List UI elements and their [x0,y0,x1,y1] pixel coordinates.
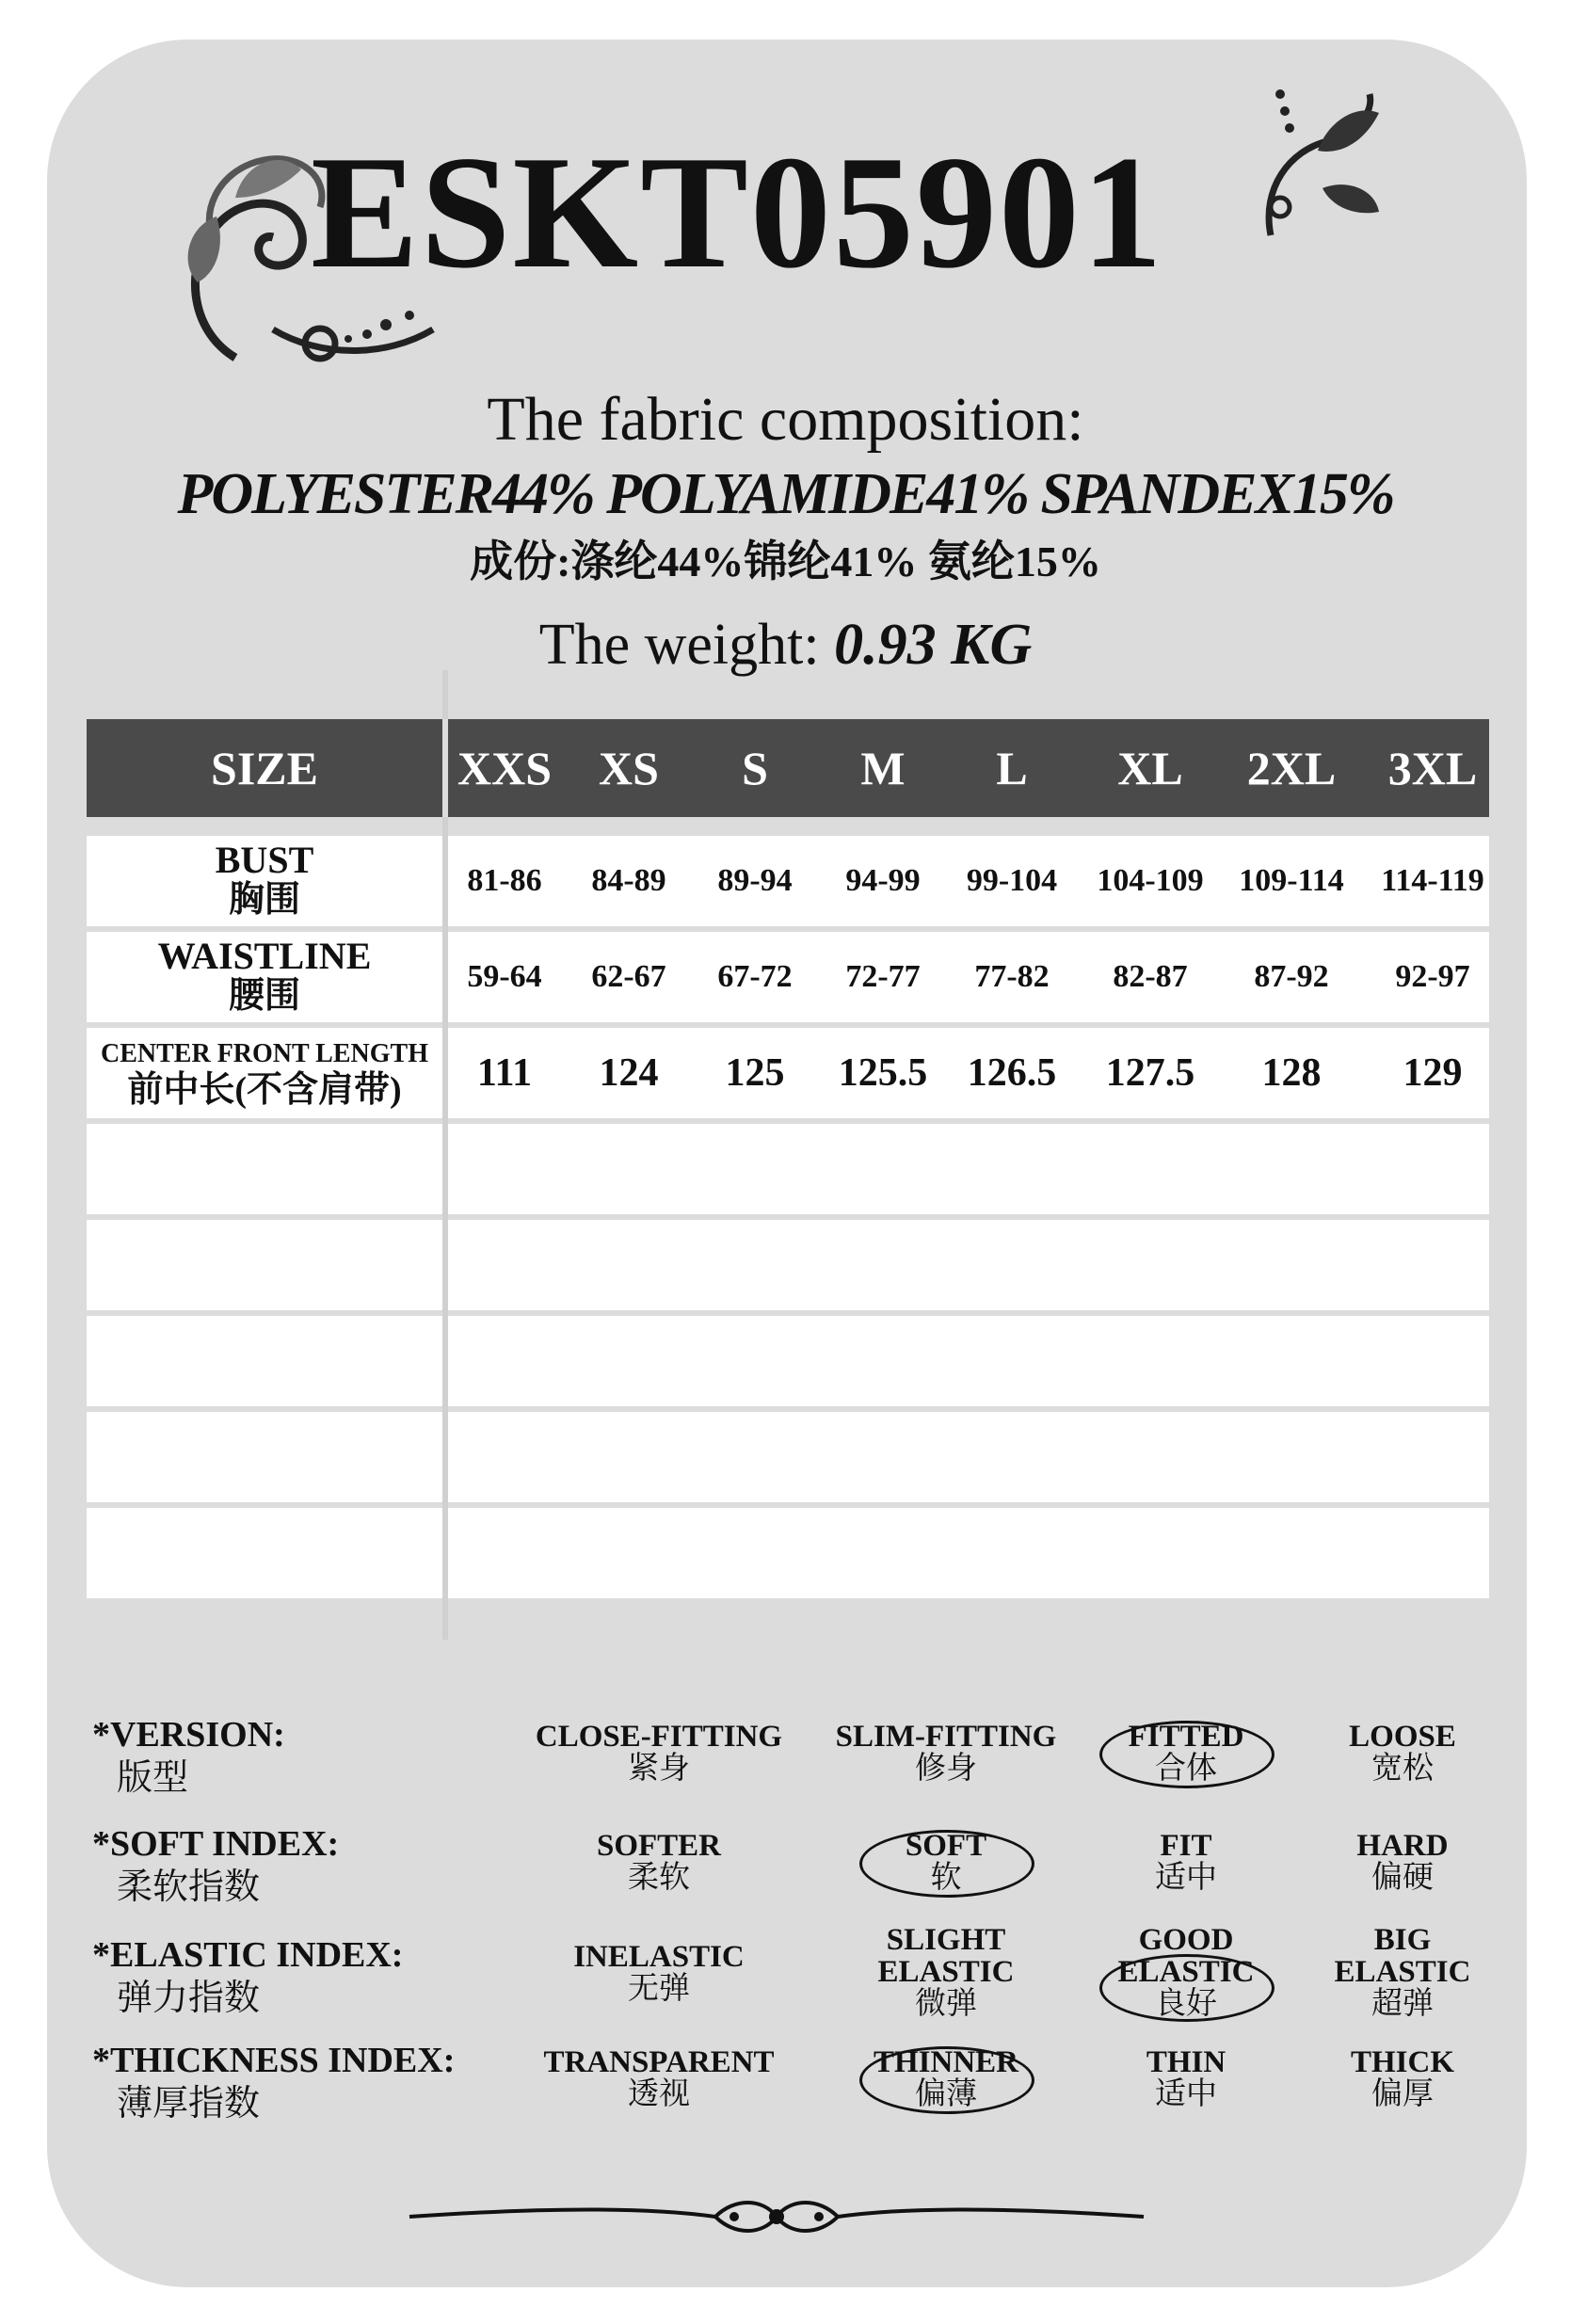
option-label-en: SLIM-FITTING [835,1720,1057,1754]
option-label-cn: 偏薄 [915,2077,977,2111]
selected-option-ring [859,2046,1034,2114]
index-label-cn: 柔软指数 [117,1867,261,1907]
index-label-cn: 薄厚指数 [117,2084,261,2124]
size-header-xs: XS [599,742,659,794]
option-label-cn: 超弹 [1371,1987,1434,2021]
option-label-en: HARD [1356,1829,1449,1863]
table-cell: 127.5 [1105,1051,1195,1095]
table-cell: 72-77 [845,959,921,994]
fabric-label: The fabric composition: [487,385,1084,454]
option-label-cn: 透视 [628,2077,690,2111]
table-cell: 104-109 [1097,863,1204,898]
table-cell: 128 [1261,1051,1322,1095]
selected-option-ring [1099,1721,1274,1788]
table-cell: 99-104 [966,863,1058,898]
table-cell: 92-97 [1395,959,1470,994]
index-label-cn: 版型 [117,1758,189,1798]
row-label-en: WAISTLINE [157,935,372,977]
option-label-cn: 修身 [915,1752,977,1786]
size-header-s: S [742,742,768,794]
index-label-en: *VERSION: [92,1715,285,1755]
table-cell: 109-114 [1239,863,1344,898]
fabric-composition-cn: 成份:涤纶44%锦纶41% 氨纶15% [470,537,1101,585]
table-cell: 89-94 [717,863,793,898]
option-label-cn: 良好 [1155,1987,1217,2021]
table-cell: 126.5 [967,1051,1057,1095]
empty-row-0-label-cell [87,1124,442,1214]
index-option [1261,2046,1544,2110]
weight-label: The weight: [538,613,820,677]
option-label-en: BIG ELASTIC [1334,1923,1471,1989]
option-label-en: FITTED [1128,1720,1244,1754]
index-label-en: *ELASTIC INDEX: [92,1935,404,1975]
option-label-en: TRANSPARENT [543,2045,775,2079]
empty-row-4-values-cell [448,1508,1489,1598]
option-label-en: CLOSE-FITTING [535,1720,783,1754]
option-label-cn: 柔软 [628,1861,690,1895]
table-cell: 94-99 [845,863,921,898]
empty-row-2-values-cell [448,1316,1489,1406]
option-label-cn: 软 [930,1861,962,1895]
empty-row-2-label-cell [87,1316,442,1406]
size-header-xl: XL [1117,742,1183,794]
row-label-en: CENTER FRONT LENGTH [101,1039,428,1068]
table-cell: 84-89 [591,863,666,898]
index-option [518,1941,800,2005]
empty-row-0-values-cell [448,1124,1489,1214]
index-option [518,1721,800,1785]
option-label-en: LOOSE [1349,1720,1456,1754]
index-option [1261,1830,1544,1894]
index-option [1261,1721,1544,1785]
selected-option-ring [1099,1954,1274,2022]
option-label-cn: 偏厚 [1371,2077,1434,2111]
empty-row-4-label-cell [87,1508,442,1598]
option-label-cn: 适中 [1155,2077,1217,2111]
table-cell: 114-119 [1381,863,1484,898]
index-label-en: *THICKNESS INDEX: [92,2041,456,2080]
right-flourish-icon [1252,85,1384,245]
size-header-cell: SIZE [211,742,318,794]
index-option [518,1830,800,1894]
option-label-cn: 适中 [1155,1861,1217,1895]
row-label-en: BUST [215,839,314,881]
option-label-cn: 无弹 [628,1972,690,2006]
index-label [92,2039,455,2125]
table-cell: 59-64 [467,959,542,994]
empty-row-3-values-cell [448,1412,1489,1502]
option-label-en: SOFT [905,1829,987,1863]
option-label-en: THICK [1350,2045,1455,2079]
table-cell: 87-92 [1254,959,1329,994]
row-label-cn: 腰围 [228,976,300,1016]
table-cell: 125 [725,1051,785,1095]
index-label [92,1713,285,1800]
table-cell: 111 [476,1051,533,1095]
bottom-ornament-icon [405,2188,1148,2245]
table-cell: 67-72 [717,959,793,994]
row-label-cn: 胸围 [228,880,300,920]
size-header-3xl: 3XL [1387,742,1478,794]
size-header-m: M [860,742,906,794]
option-label-cn: 合体 [1155,1752,1217,1786]
row-label-cn: 前中长(不含肩带) [127,1070,402,1110]
index-option [518,2046,800,2110]
option-label-en: SLIGHT ELASTIC [877,1923,1015,1989]
product-code-title: ESKT05901 [311,123,1164,302]
fabric-composition-en: POLYESTER44% POLYAMIDE41% SPANDEX15% [177,462,1394,526]
table-cell: 124 [599,1051,659,1095]
option-label-en: INELASTIC [573,1940,745,1974]
table-cell: 81-86 [467,863,542,898]
index-label [92,1933,403,2020]
table-cell: 77-82 [974,959,1050,994]
size-header-l: L [996,742,1028,794]
index-label-en: *SOFT INDEX: [92,1824,340,1864]
size-header-xxs: XXS [457,742,553,794]
size-header-2xl: 2XL [1246,742,1337,794]
option-label-cn: 紧身 [628,1752,690,1786]
index-option [1261,1924,1544,2020]
table-cell: 125.5 [838,1051,928,1095]
option-label-en: SOFTER [596,1829,722,1863]
option-label-en: GOOD ELASTIC [1117,1923,1255,1989]
empty-row-1-label-cell [87,1220,442,1310]
table-cell: 62-67 [591,959,666,994]
option-label-cn: 宽松 [1371,1752,1434,1786]
index-label-cn: 弹力指数 [117,1979,261,2018]
table-cell: 129 [1403,1051,1463,1095]
selected-option-ring [859,1830,1034,1898]
empty-row-3-label-cell [87,1412,442,1502]
option-label-cn: 微弹 [915,1987,977,2021]
option-label-en: THIN [1146,2045,1226,2079]
weight-value: 0.93 KG [834,613,1033,677]
weight-line [0,612,1571,679]
empty-row-1-values-cell [448,1220,1489,1310]
option-label-en: FIT [1160,1829,1212,1863]
option-label-en: THINNER [873,2045,1019,2079]
table-cell: 82-87 [1113,959,1188,994]
option-label-cn: 偏硬 [1371,1861,1434,1895]
index-label [92,1822,339,1909]
